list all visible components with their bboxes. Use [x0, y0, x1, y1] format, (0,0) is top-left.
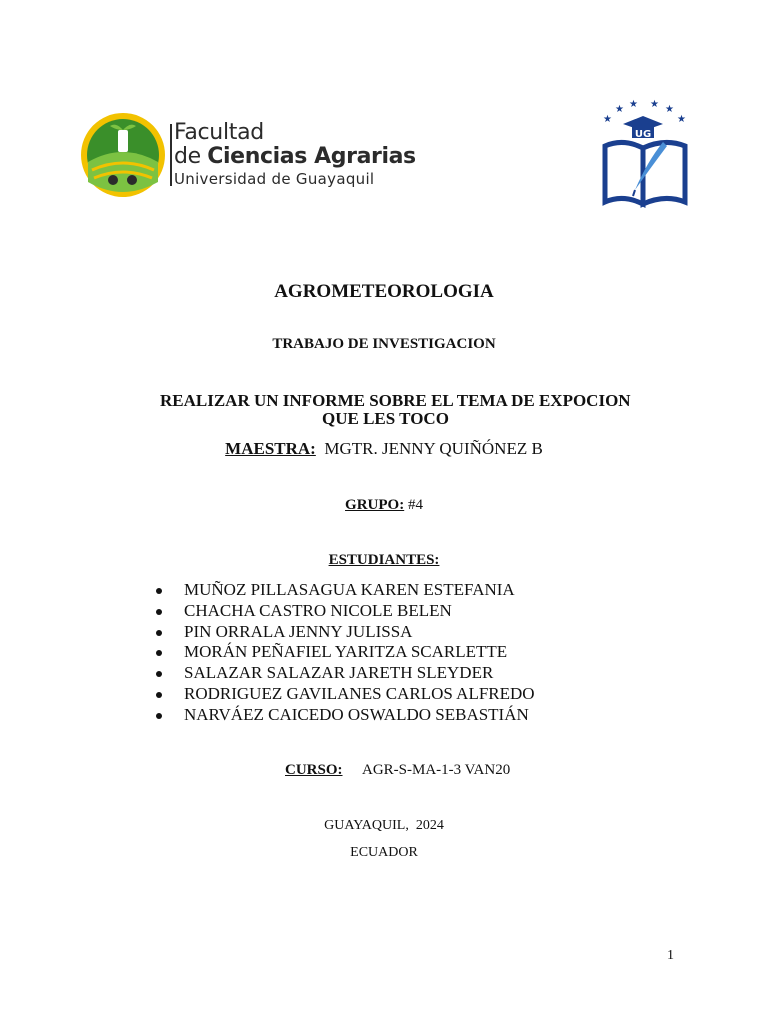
teacher-line	[0, 439, 768, 459]
teacher-name: MGTR. JENNY QUIÑÓNEZ B	[324, 439, 543, 458]
group-label: GRUPO:	[345, 497, 405, 513]
faculty-seal-icon	[80, 112, 166, 198]
country: ECUADOR	[350, 845, 418, 860]
logo-divider	[170, 124, 172, 186]
faculty-name-line2: de Ciencias Agrarias	[174, 144, 416, 169]
city-year: GUAYAQUIL, 2024	[324, 818, 444, 833]
teacher-label: MAESTRA:	[225, 439, 316, 458]
bullet-icon	[156, 588, 162, 594]
bullet-icon	[156, 713, 162, 719]
student-name: PIN ORRALA JENNY JULISSA	[184, 621, 413, 641]
svg-text:★: ★	[650, 99, 659, 110]
faculty-university-line: Universidad de Guayaquil	[174, 170, 375, 188]
student-name: MORÁN PEÑAFIEL YARITZA SCARLETTE	[184, 642, 508, 662]
students-list	[154, 580, 535, 726]
university-logo	[595, 98, 695, 210]
work-type: TRABAJO DE INVESTIGACION	[272, 336, 496, 352]
faculty-logo	[80, 112, 416, 198]
student-name: MUÑOZ PILLASAGUA KAREN ESTEFANIA	[184, 580, 515, 599]
student-name: CHACHA CASTRO NICOLE BELEN	[184, 600, 452, 620]
faculty-name-line1: Facultad	[174, 120, 264, 145]
task-description-line2: QUE LES TOCO	[322, 409, 449, 428]
group-line	[0, 497, 768, 514]
student-item	[154, 642, 535, 663]
svg-text:UG: UG	[634, 129, 652, 140]
task-description-line1: REALIZAR UN INFORME SOBRE EL TEMA DE EXPOCION	[160, 391, 631, 410]
student-item	[154, 601, 535, 622]
university-emblem-icon	[595, 98, 695, 210]
student-item	[154, 705, 535, 726]
course-label: CURSO:	[285, 762, 343, 778]
student-name: RODRIGUEZ GAVILANES CARLOS ALFREDO	[184, 683, 535, 703]
group-value: #4	[407, 497, 423, 513]
course-title: AGROMETEOROLOGIA	[274, 281, 494, 302]
svg-text:★: ★	[603, 114, 612, 125]
student-name: NARVÁEZ CAICEDO OSWALDO SEBASTIÁN	[184, 704, 529, 724]
page-number: 1	[667, 948, 674, 963]
student-item	[154, 580, 535, 601]
course-value: AGR-S-MA-1-3 VAN20	[362, 762, 511, 778]
svg-text:★: ★	[665, 104, 674, 115]
student-name: SALAZAR SALAZAR JARETH SLEYDER	[184, 663, 494, 683]
bullet-icon	[156, 609, 162, 615]
bullet-icon	[156, 671, 162, 677]
svg-text:★: ★	[615, 104, 624, 115]
bullet-icon	[156, 650, 162, 656]
student-item	[154, 684, 535, 705]
svg-text:★: ★	[677, 114, 686, 125]
student-item	[154, 622, 535, 643]
bullet-icon	[156, 692, 162, 698]
svg-text:★: ★	[629, 99, 638, 110]
bullet-icon	[156, 630, 162, 636]
student-item	[154, 663, 535, 684]
students-title: ESTUDIANTES:	[328, 552, 440, 568]
